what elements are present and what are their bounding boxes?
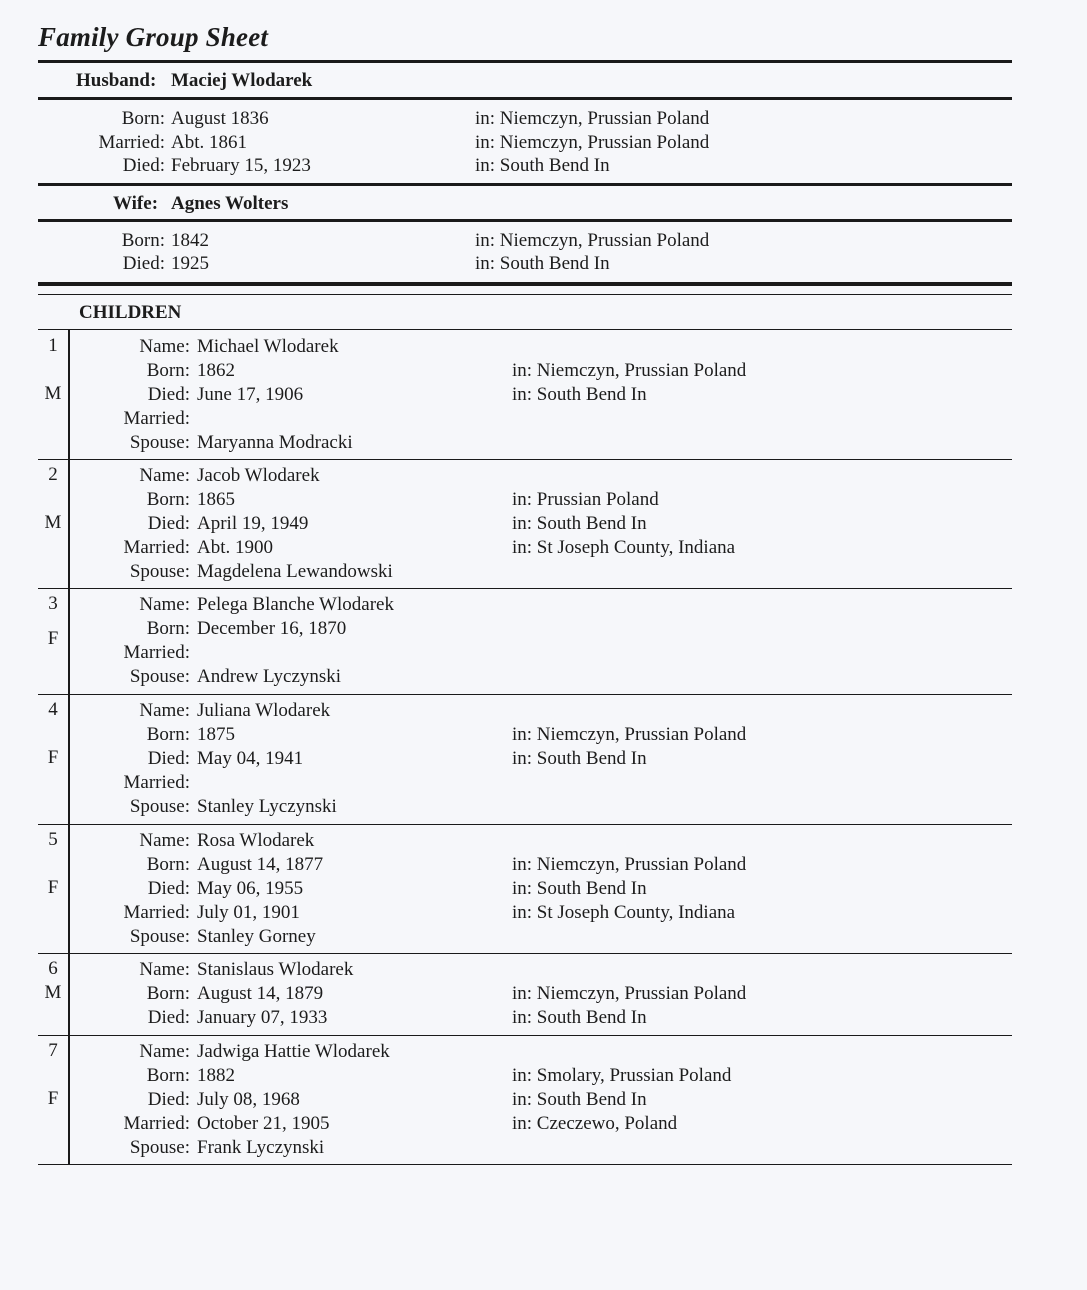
event-place: in: South Bend In [475, 155, 610, 176]
child-field-label: Born: [146, 724, 190, 745]
child-field-value: December 16, 1870 [197, 618, 347, 639]
child-field-place: in: Czeczewo, Poland [512, 1113, 678, 1134]
child-field-place: in: Prussian Poland [512, 489, 659, 510]
child-field-value: January 07, 1933 [197, 1007, 328, 1028]
child-field-label: Married: [123, 1113, 190, 1134]
child-field-label: Died: [147, 513, 190, 534]
child-field-value: May 04, 1941 [197, 748, 304, 769]
child-field-value: 1865 [197, 489, 235, 510]
child-field-label: Spouse: [129, 561, 190, 582]
child-field-place: in: South Bend In [512, 1089, 647, 1110]
top-rule [38, 60, 1012, 63]
wife-top-rule [38, 183, 1012, 186]
wife-label: Wife: [113, 193, 159, 214]
child-field-label: Died: [147, 878, 190, 899]
child-field-place: in: South Bend In [512, 513, 647, 534]
children-thick-rule [38, 282, 1012, 286]
child-field-label: Married: [123, 902, 190, 923]
child-field-value: Frank Lyczynski [197, 1137, 325, 1158]
child-field-value: July 08, 1968 [197, 1089, 300, 1110]
children-vertical-rule [68, 329, 70, 1164]
child-field-label: Name: [139, 830, 190, 851]
child-field-value: August 14, 1877 [197, 854, 324, 875]
event-date: February 15, 1923 [171, 155, 311, 176]
child-field-value: 1882 [197, 1065, 235, 1086]
child-field-label: Born: [146, 1065, 190, 1086]
child-field-label: Married: [123, 408, 190, 429]
child-number: 1 [48, 335, 58, 356]
event-place: in: South Bend In [475, 253, 610, 274]
child-field-label: Name: [139, 959, 190, 980]
child-field-label: Born: [146, 854, 190, 875]
child-number: 7 [48, 1040, 58, 1061]
child-field-label: Spouse: [129, 1137, 190, 1158]
event-label: Died: [122, 155, 165, 176]
event-label: Married: [98, 132, 165, 153]
child-field-label: Spouse: [129, 432, 190, 453]
child-field-value: June 17, 1906 [197, 384, 304, 405]
child-field-place: in: St Joseph County, Indiana [512, 537, 736, 558]
child-field-label: Name: [139, 700, 190, 721]
wife-rule [38, 219, 1012, 222]
child-field-label: Name: [139, 465, 190, 486]
child-field-place: in: South Bend In [512, 748, 647, 769]
husband-label: Husband: [76, 70, 157, 91]
child-field-place: in: Smolary, Prussian Poland [512, 1065, 732, 1086]
event-date: 1925 [171, 253, 209, 274]
child-field-value: May 06, 1955 [197, 878, 304, 899]
child-sex: F [47, 747, 59, 768]
child-sex: F [47, 628, 59, 649]
child-field-label: Spouse: [129, 666, 190, 687]
event-place: in: Niemczyn, Prussian Poland [475, 108, 710, 129]
child-separator-rule [38, 459, 1012, 460]
event-place: in: Niemczyn, Prussian Poland [475, 230, 710, 251]
child-field-value: October 21, 1905 [197, 1113, 330, 1134]
child-field-label: Name: [139, 594, 190, 615]
child-field-place: in: Niemczyn, Prussian Poland [512, 854, 747, 875]
child-field-value: Rosa Wlodarek [197, 830, 315, 851]
child-field-value: 1862 [197, 360, 235, 381]
children-heading: CHILDREN [79, 302, 182, 323]
child-field-value: Maryanna Modracki [197, 432, 353, 453]
page-title: Family Group Sheet [38, 22, 269, 52]
child-field-value: April 19, 1949 [197, 513, 309, 534]
child-field-place: in: Niemczyn, Prussian Poland [512, 724, 747, 745]
child-number: 5 [48, 829, 58, 850]
child-field-place: in: South Bend In [512, 1007, 647, 1028]
child-number: 3 [48, 593, 58, 614]
child-sex: M [44, 982, 62, 1003]
child-field-place: in: South Bend In [512, 384, 647, 405]
child-field-label: Married: [123, 537, 190, 558]
event-date: 1842 [171, 230, 209, 251]
child-separator-rule [38, 1035, 1012, 1036]
child-separator-rule [38, 953, 1012, 954]
child-field-value: Andrew Lyczynski [197, 666, 342, 687]
child-field-value: Pelega Blanche Wlodarek [197, 594, 394, 615]
child-sex: F [47, 877, 59, 898]
child-field-value: August 14, 1879 [197, 983, 324, 1004]
event-date: Abt. 1861 [171, 132, 247, 153]
child-field-value: 1875 [197, 724, 235, 745]
child-field-value: Jacob Wlodarek [197, 465, 320, 486]
child-field-label: Died: [147, 1089, 190, 1110]
child-field-place: in: St Joseph County, Indiana [512, 902, 736, 923]
child-field-value: Stanislaus Wlodarek [197, 959, 354, 980]
event-date: August 1836 [171, 108, 269, 129]
child-field-label: Name: [139, 336, 190, 357]
child-field-value: Magdelena Lewandowski [197, 561, 393, 582]
children-header-rule [38, 329, 1012, 330]
child-number: 2 [48, 464, 58, 485]
child-separator-rule [38, 588, 1012, 589]
child-field-label: Born: [146, 618, 190, 639]
event-label: Died: [122, 253, 165, 274]
child-field-label: Name: [139, 1041, 190, 1062]
child-separator-rule [38, 694, 1012, 695]
event-place: in: Niemczyn, Prussian Poland [475, 132, 710, 153]
child-sex: M [44, 512, 62, 533]
husband-rule [38, 97, 1012, 100]
children-thin-rule [38, 294, 1012, 295]
child-field-value: Stanley Gorney [197, 926, 316, 947]
wife-name: Agnes Wolters [171, 193, 289, 214]
child-field-label: Died: [147, 384, 190, 405]
child-field-place: in: Niemczyn, Prussian Poland [512, 983, 747, 1004]
child-field-value: Michael Wlodarek [197, 336, 339, 357]
child-field-value: Abt. 1900 [197, 537, 273, 558]
child-field-value: Juliana Wlodarek [197, 700, 331, 721]
child-number: 6 [48, 958, 58, 979]
child-field-label: Born: [146, 360, 190, 381]
child-separator-rule [38, 824, 1012, 825]
child-field-value: Stanley Lyczynski [197, 796, 337, 817]
child-field-label: Born: [146, 983, 190, 1004]
child-sex: F [47, 1088, 59, 1109]
event-label: Born: [121, 108, 165, 129]
child-field-value: Jadwiga Hattie Wlodarek [197, 1041, 390, 1062]
husband-name: Maciej Wlodarek [171, 70, 313, 91]
child-separator-rule [38, 1164, 1012, 1165]
child-field-place: in: Niemczyn, Prussian Poland [512, 360, 747, 381]
child-field-label: Married: [123, 772, 190, 793]
child-field-label: Died: [147, 748, 190, 769]
child-field-value: July 01, 1901 [197, 902, 300, 923]
child-field-label: Married: [123, 642, 190, 663]
child-field-label: Spouse: [129, 796, 190, 817]
child-number: 4 [48, 699, 58, 720]
child-sex: M [44, 383, 62, 404]
event-label: Born: [121, 230, 165, 251]
child-field-label: Died: [147, 1007, 190, 1028]
child-field-label: Born: [146, 489, 190, 510]
child-field-place: in: South Bend In [512, 878, 647, 899]
child-field-label: Spouse: [129, 926, 190, 947]
